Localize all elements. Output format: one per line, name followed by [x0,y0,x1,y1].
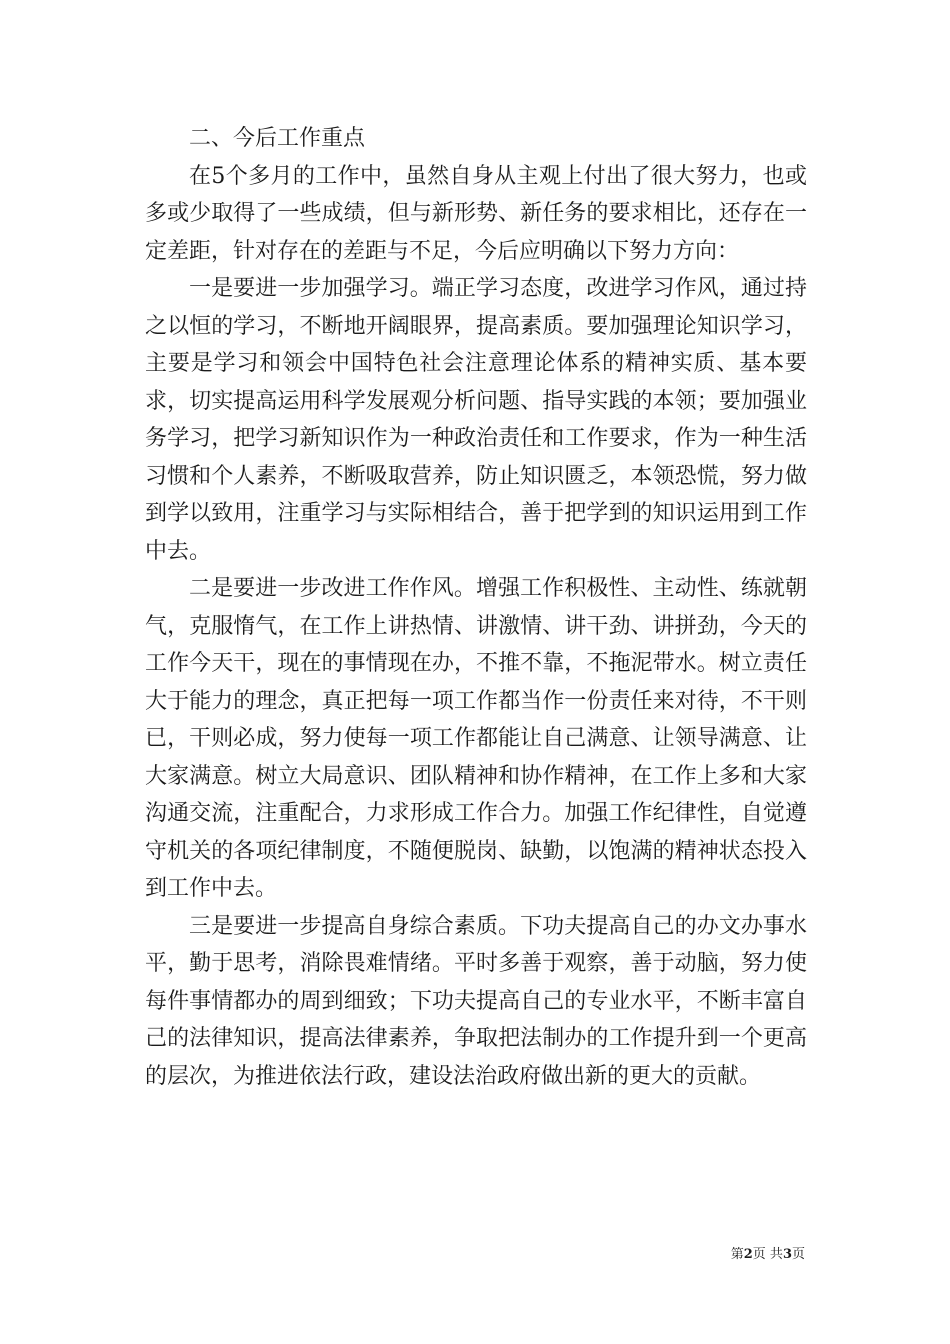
footer-current-page: 2 [743,1247,753,1262]
paragraph-study: 一是要进一步加强学习。端正学习态度，改进学习作风，通过持之以恒的学习，不断地开阔眼界，提高素质。要加强理论知识学习，主要是学习和领会中国特色社会注意理论体系的精神实质、基本要求，切实提高运用科学发展观分析问题、指导实践的本领；要加强业务学习，把学习新知识作为一种政治责任和工作要求，作为一种生活习惯和个人素养，不断吸取营养，防止知识匮乏，本领恐慌，努力做到学以致用，注重学习与实际相结合，善于把学到的知识运用到工作中去。 [145,276,807,564]
document-body [145,120,807,1095]
section-heading: 二、今后工作重点 [189,126,366,151]
paragraph-intro: 在5个多月的工作中，虽然自身从主观上付出了很大努力，也或多或少取得了一些成绩，但与新形势、新任务的要求相比，还存在一定差距，针对存在的差距与不足，今后应明确以下努力方向： [145,163,807,264]
footer-prefix: 第 [730,1247,744,1262]
footer-suffix: 页 [791,1247,805,1262]
page-number-footer [731,1247,805,1263]
paragraph-work-style: 二是要进一步改进工作作风。增强工作积极性、主动性、练就朝气，克服惰气，在工作上讲热情、讲激情、讲干劲、讲拼劲，今天的工作今天干，现在的事情现在办，不推不靠，不拖泥带水。树立责任大于能力的理念，真正把每一项工作都当作一份责任来对待，不干则已，干则必成，努力使每一项工作都能让自己满意、让领导满意、让大家满意。树立大局意识、团队精神和协作精神，在工作上多和大家沟通交流，注重配合，力求形成工作合力。加强工作纪律性，自觉遵守机关的各项纪律制度，不随便脱岗、缺勤，以饱满的精神状态投入到工作中去。 [145,576,807,901]
footer-total-pages: 3 [782,1247,792,1262]
paragraph-quality: 三是要进一步提高自身综合素质。下功夫提高自己的办文办事水平，勤于思考，消除畏难情绪。平时多善于观察，善于动脑，努力使每件事情都办的周到细致；下功夫提高自己的专业水平，不断丰富自己的法律知识，提高法律素养，争取把法制办的工作提升到一个更高的层次，为推进依法行政，建设法治政府做出新的更大的贡献。 [145,913,807,1089]
footer-middle: 页 共 [752,1247,783,1262]
